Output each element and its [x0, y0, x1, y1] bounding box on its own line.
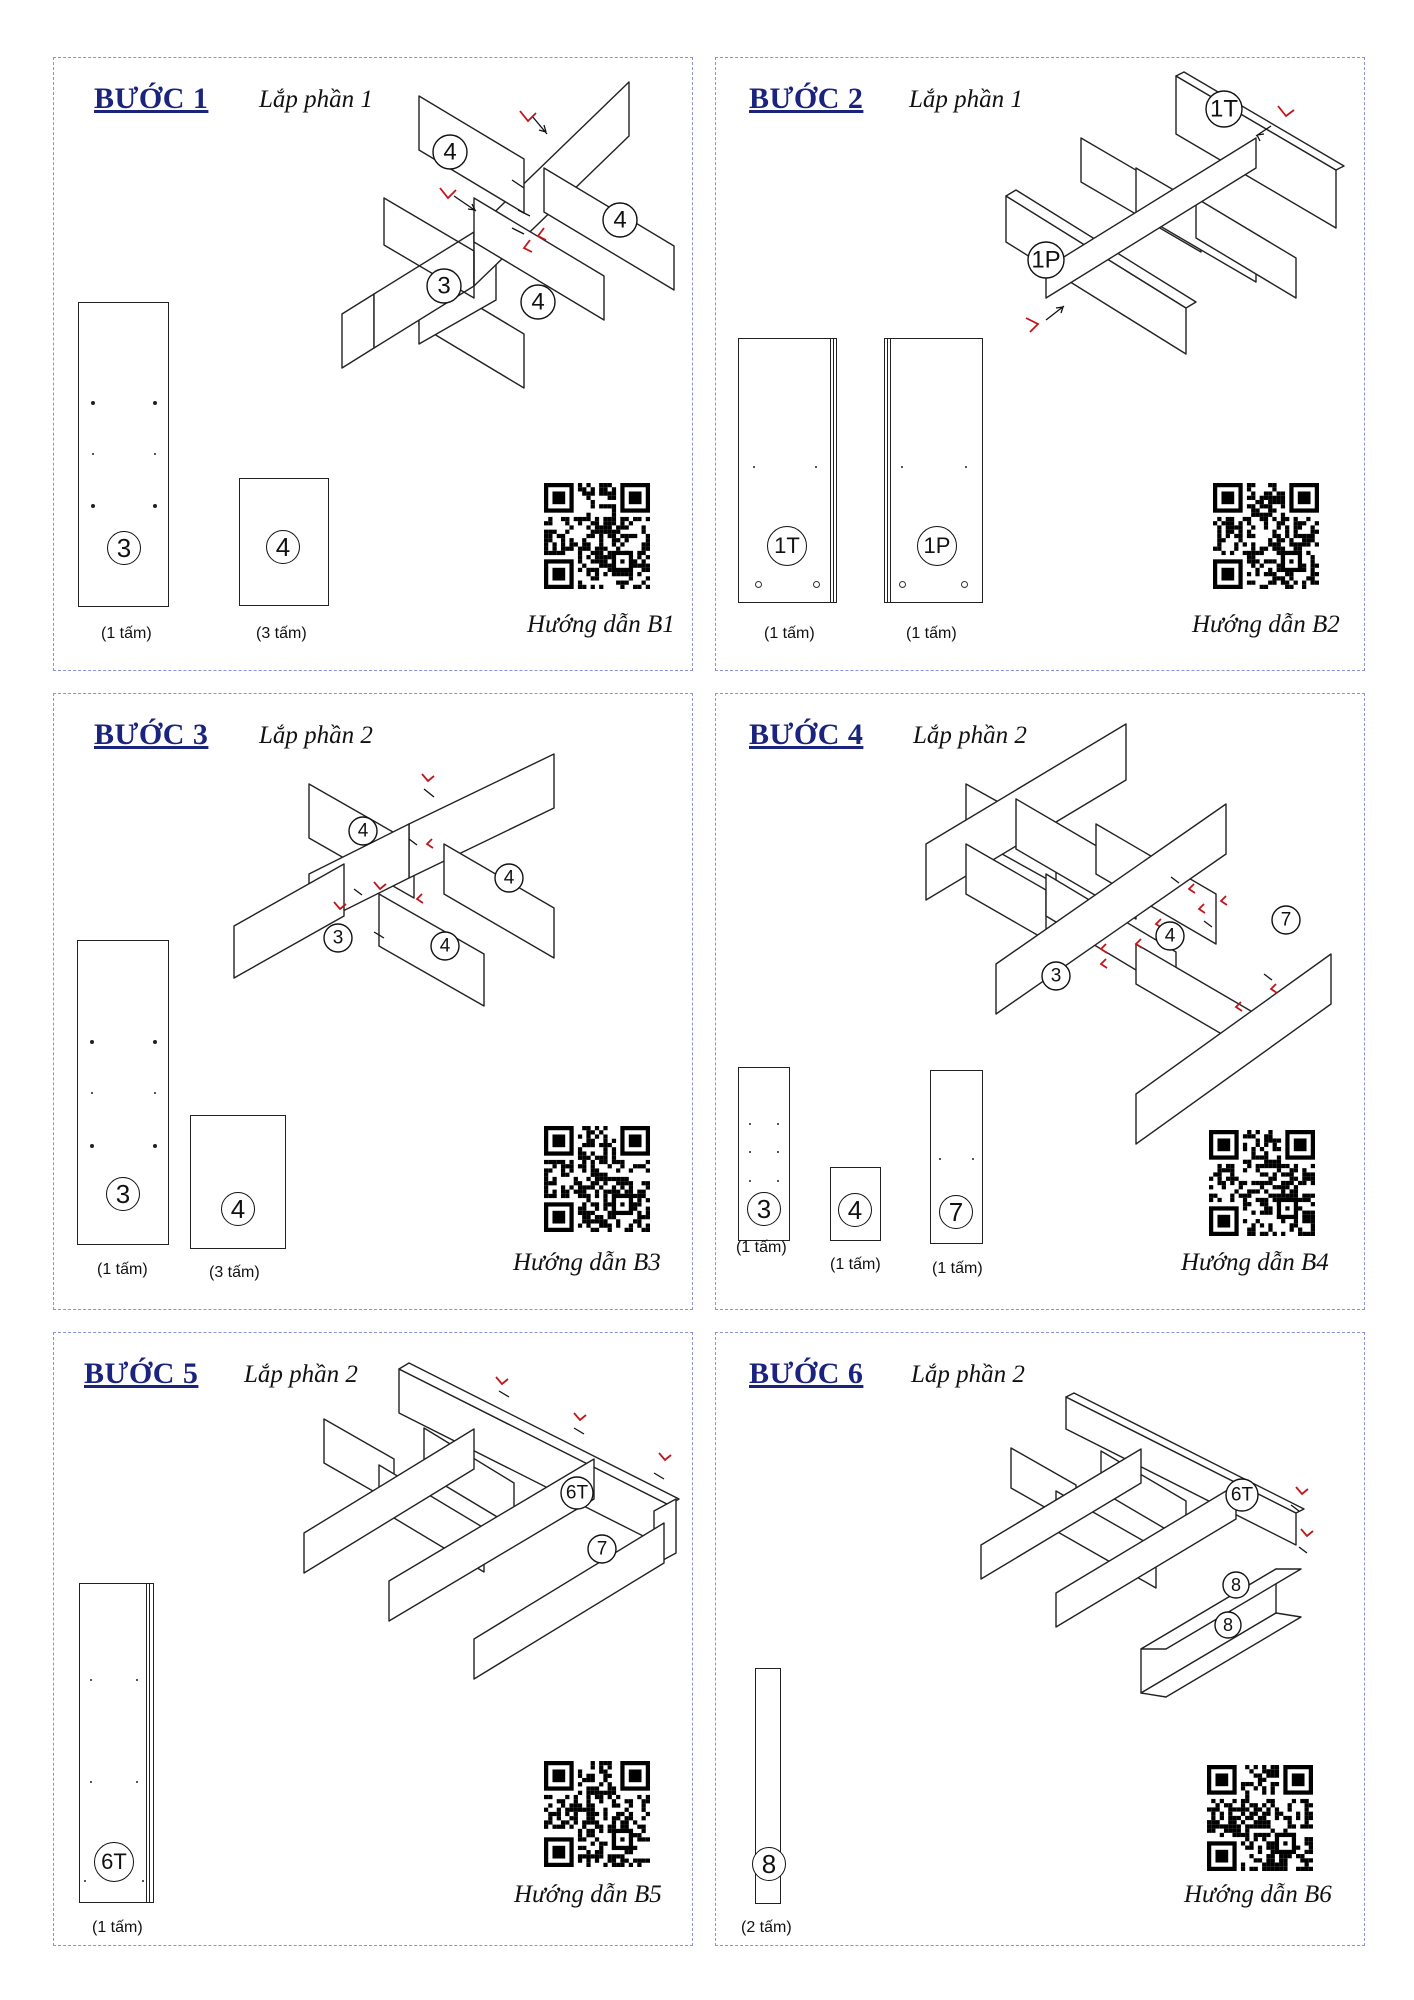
- guide-caption: Hướng dẫn B5: [514, 1881, 662, 1908]
- svg-text:4: 4: [531, 288, 545, 316]
- part-quantity: (1 tấm): [830, 1256, 881, 1273]
- panel-piece-4: [239, 478, 329, 606]
- panel-piece-3: [78, 302, 169, 607]
- svg-text:7: 7: [1280, 909, 1292, 931]
- part-quantity: (2 tấm): [741, 1919, 792, 1936]
- panel-piece-1P: [884, 338, 983, 603]
- svg-text:6T: 6T: [565, 1482, 589, 1504]
- panel-piece-4: [190, 1115, 286, 1249]
- svg-text:1P: 1P: [1031, 246, 1061, 274]
- part-label: 3: [106, 1177, 140, 1211]
- qr-code-icon: [1207, 1765, 1313, 1871]
- part-label-4: [349, 817, 377, 845]
- svg-text:4: 4: [357, 820, 369, 842]
- part-label-4: [603, 203, 637, 237]
- part-label: 7: [939, 1195, 973, 1229]
- part-label-4: [1156, 922, 1184, 950]
- step-subtitle: Lắp phần 2: [913, 722, 1027, 749]
- panel-piece-1T: [738, 338, 837, 603]
- svg-text:4: 4: [613, 206, 627, 234]
- svg-text:3: 3: [437, 272, 451, 300]
- part-label-8: [1223, 1572, 1249, 1598]
- part-label-4: [521, 285, 555, 319]
- part-quantity: (1 tấm): [932, 1260, 983, 1277]
- step-6-panel: [715, 1332, 1365, 1946]
- part-label-8: [1215, 1612, 1241, 1638]
- panel-piece-4: [830, 1167, 881, 1241]
- panel-piece-3: [738, 1067, 790, 1241]
- svg-text:4: 4: [1164, 925, 1176, 947]
- part-quantity: (1 tấm): [97, 1261, 148, 1278]
- part-label: 3: [747, 1192, 781, 1226]
- part-label: 4: [266, 530, 300, 564]
- svg-text:4: 4: [439, 935, 451, 957]
- step-title: BƯỚC 5: [84, 1357, 199, 1390]
- part-label: 1P: [917, 526, 957, 566]
- part-label-4: [431, 932, 459, 960]
- guide-caption: Hướng dẫn B3: [513, 1249, 661, 1276]
- step-subtitle: Lắp phần 2: [911, 1361, 1025, 1388]
- svg-text:7: 7: [596, 1538, 608, 1560]
- part-label: 8: [752, 1847, 786, 1881]
- part-quantity: (1 tấm): [92, 1919, 143, 1936]
- svg-text:8: 8: [1222, 1615, 1234, 1635]
- step-subtitle: Lắp phần 1: [259, 86, 373, 113]
- part-quantity: (3 tấm): [256, 625, 307, 642]
- part-label: 1T: [767, 526, 807, 566]
- svg-text:4: 4: [443, 138, 457, 166]
- part-label-4: [495, 864, 523, 892]
- part-label-3: [324, 924, 352, 952]
- part-label: 4: [221, 1192, 255, 1226]
- qr-code-icon: [1209, 1130, 1315, 1236]
- svg-text:4: 4: [503, 867, 515, 889]
- panel-piece-7: [930, 1070, 983, 1244]
- part-label: 6T: [94, 1842, 134, 1882]
- step-subtitle: Lắp phần 1: [909, 86, 1023, 113]
- step-title: BƯỚC 3: [94, 718, 209, 751]
- step-subtitle: Lắp phần 2: [259, 722, 373, 749]
- qr-code-icon: [1213, 483, 1319, 589]
- guide-caption: Hướng dẫn B6: [1184, 1881, 1332, 1908]
- qr-code-icon: [544, 483, 650, 589]
- panel-piece-8: [755, 1668, 781, 1904]
- step-5-panel: [53, 1332, 693, 1946]
- svg-text:8: 8: [1230, 1575, 1242, 1595]
- step-2-panel: [715, 57, 1365, 671]
- part-quantity: (3 tấm): [209, 1264, 260, 1281]
- qr-code-icon: [544, 1126, 650, 1232]
- part-quantity: (1 tấm): [906, 625, 957, 642]
- step-title: BƯỚC 1: [94, 82, 209, 115]
- part-quantity: (1 tấm): [736, 1239, 787, 1256]
- guide-caption: Hướng dẫn B1: [527, 611, 675, 638]
- part-label-7: [588, 1535, 616, 1563]
- guide-caption: Hướng dẫn B4: [1181, 1249, 1329, 1276]
- part-label-1T: [1206, 91, 1242, 127]
- step-3-panel: [53, 693, 693, 1310]
- step-subtitle: Lắp phần 2: [244, 1361, 358, 1388]
- part-label-4: [433, 135, 467, 169]
- svg-text:6T: 6T: [1230, 1484, 1254, 1506]
- part-quantity: (1 tấm): [101, 625, 152, 642]
- part-label-3: [427, 269, 461, 303]
- guide-caption: Hướng dẫn B2: [1192, 611, 1340, 638]
- step-title: BƯỚC 6: [749, 1357, 864, 1390]
- step-4-panel: [715, 693, 1365, 1310]
- qr-code-icon: [544, 1761, 650, 1867]
- svg-text:1T: 1T: [1209, 95, 1239, 123]
- panel-piece-3: [77, 940, 169, 1245]
- panel-piece-6T: [79, 1583, 154, 1903]
- step-title: BƯỚC 4: [749, 718, 864, 751]
- step-title: BƯỚC 2: [749, 82, 864, 115]
- part-label-3: [1042, 962, 1070, 990]
- part-label-1P: [1028, 242, 1064, 278]
- step-1-panel: [53, 57, 693, 671]
- part-quantity: (1 tấm): [764, 625, 815, 642]
- part-label: 3: [107, 531, 141, 565]
- part-label: 4: [838, 1193, 872, 1227]
- part-label-7: [1272, 906, 1300, 934]
- svg-text:3: 3: [332, 927, 344, 949]
- part-label-6T: [561, 1477, 593, 1509]
- svg-text:3: 3: [1050, 965, 1062, 987]
- part-label-6T: [1226, 1479, 1258, 1511]
